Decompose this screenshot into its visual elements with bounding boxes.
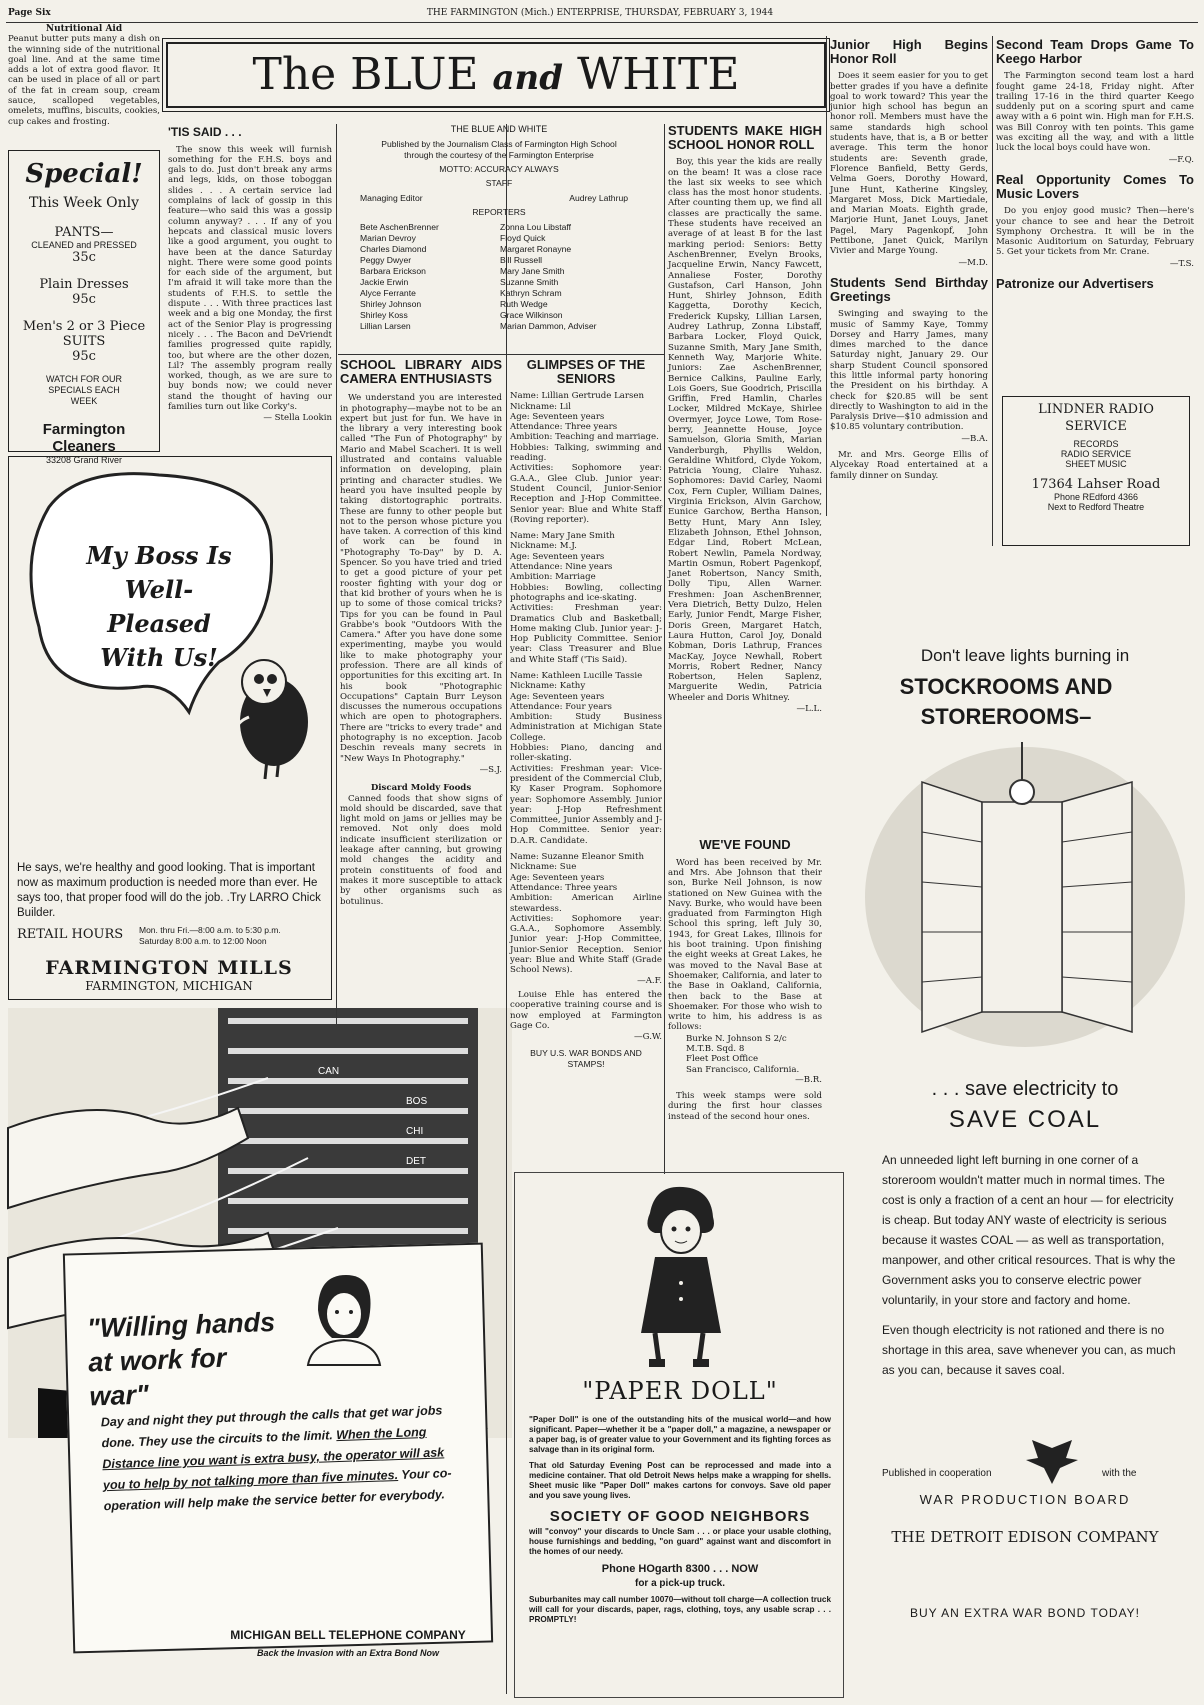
bell-body-2: When the Long Distance line you want is extra busy, the operator will ask you to help by not talking more than five minutes. (102, 1424, 445, 1493)
mills-name: FARMINGTON MILLS (45, 957, 293, 979)
dresses-price: 95c (72, 292, 96, 307)
cleaners-address: 33208 Grand River (45, 455, 123, 465)
glimpse-suzanne-smith: Name: Suzanne Eleanor Smith Nickname: Sue Age: Seventeen years Attendance: Three years Ambition: American Airline stewardess. Activities: Sophomore year: G.A.A., Sophomore Assembly. Junior year: J-Hop Committee, Junior-Senior Reception. Senior year: Blue and White Staff (Grade School News). (510, 852, 662, 976)
louise-ehle: Louise Ehle has entered the cooperative training course and is now employed at Farmington Gage Co. (510, 989, 662, 1031)
staff-label: STAFF (485, 178, 513, 188)
title-and: and (492, 58, 564, 98)
blue-white-masthead (166, 42, 826, 108)
glimpses-heading: GLIMPSES OF THE SENIORS (526, 357, 646, 386)
save-line-2: SAVE COAL (948, 1106, 1102, 1133)
honor-body: Boy, this year the kids are really on the beam! It was a close race the last six weeks to see which class has the most honor students. After counting them up, we find all classes are practically the same. These students have received an average of at least B for the last marking period: Seniors: Betty AschenBrenner, Evelyn Brooks, Jacqueline Erwin, Nancy Fawcett, Annaliese Foster, Dorothy Gustafson, Carl Hanson, John Hunt, Shirley Johnson, Edith Kaggetta, Dorothy Kecich, Frederick Kupsky, Lillian Larsen, Audrey Lathrup, Zonna Libstaff, Barbara Locker, Floyd Quick, Suzanne Smith, Mary Jane Smith, Kenneth Way, Marjorie White. Juniors: Zae AschenBrenner, Bernice Calkins, Pauline Early, Lois Goers, Sue Goodrich, Priscilla Griffin, Fred Hamlin, Charles Locker, Mildred McKaye, Shirlee Overmyer, Joyce Lowe, Tom Rose-berry, Jeannette House, Joyce Samuelson, Gloria Smith, Marian Vanderburgh, Phyllis Weldon, Geraldine Whitford, Clyde Yokom, Patricia Young, Claire Yuhasz. Sophomores: David Carley, Naomi Cox, Fern Cupler, William Daines, Virginia Erickson, Alvin Garchow, Eunice Garchow, Bertha Hanson, Betty Hunt, Mary Ann Isley, Elizabeth Johnson, Ethel Johnson, Edgar Lind, Robert McLean, Robert Newlin, Pamela Nordway, Martin Osmun, Robert Pagenkopf, Janet Robertson, Nancy Smith, Dolly Tipu, Allen Warner. Freshmen: Joan AschenBrenner, Vera Dietrich, Betty Dulzo, Helen Early, Junior Fendt, Marge Fisher, Doris Green, Margaret Hatch, Laura Hutton, Carol Joy, Donald Kobman, Doris Lathrup, Frances MacKay, Joyce Newhall, Robert Morris, Robert Redner, Nancy Robertson, Helen Saplenz, Marguerite Wedin, Patricia Wheeler and Doris Whitney. (668, 157, 822, 703)
reporters-left (360, 222, 500, 332)
glimpse-tassie: Name: Kathleen Lucille Tassie Nickname: Kathy Age: Seventeen years Attendance: Four years Ambition: Study Business Administration at Michigan State College. Hobbies: Piano, dancing and roller-skating. Activities: Freshman year: Vice-president of the Commercial Club, Ky Kaser Program. Sophomore year: Sophomore Assembly. Junior year: J-Hop Refreshment Committee, Junior Assembly and J-Hop Committee. Senior year: D.A.R. Candidate. (510, 671, 662, 846)
ellis-note: Mr. and Mrs. George Ellis of Alycekay Road entertained at a family dinner on Sunday. (830, 450, 988, 481)
found-address: Burke N. Johnson S 2/c M.T.B. Sqd. 8 Fleet Post Office San Francisco, California. (686, 1033, 800, 1075)
dresses-label: Plain Dresses (39, 277, 129, 292)
reporter: Mary Jane Smith (500, 266, 565, 276)
save-line-1: . . . save electricity to (931, 1078, 1119, 1100)
watch-specials: WATCH FOR OUR SPECIALS EACH WEEK (46, 374, 122, 406)
edison-with: with the (1102, 1468, 1137, 1479)
junior-heading: Junior High Begins Honor Roll (830, 37, 988, 66)
mills-body: He says, we're healthy and good looking. That is important now as maximum production is needed more than ever. He says too, that proper food will do the job. .Try LARRO Chick Builder. (17, 862, 321, 919)
lindner-next: Next to Redford Theatre (1047, 502, 1145, 512)
bell-body-1: Day and night they put through the calls that get war jobs done. They use the circuits to the limit. (100, 1403, 443, 1451)
glimpse-4-sign: —A.F. (637, 975, 662, 986)
edison-board: WAR PRODUCTION BOARD (919, 1492, 1131, 1507)
glimpses-column (510, 358, 662, 1178)
paper-doll-body-3: will "convoy" your discards to Uncle Sam . . . or place your usable clothing, house furnishings and bedding, "on guard" against want and discomfort in the homes of our needy. (529, 1527, 831, 1556)
reporter: Peggy Dwyer (360, 255, 412, 265)
reporter: Alyce Ferrante (360, 288, 416, 298)
bell-company: MICHIGAN BELL TELEPHONE COMPANY (230, 1628, 466, 1642)
lindner-records: RECORDS (1073, 439, 1119, 449)
edison-headline-2: STOCKROOMS AND STOREROOMS– (899, 674, 1113, 729)
society-name: SOCIETY OF GOOD NEIGHBORS (549, 1508, 811, 1525)
tis-said-body: The snow this week will furnish something for the F.H.S. boys and gals to do. Just don't break any arms and legs, kids, on those toboggan slides . . . A certain service lad complains of lack of gossip in this feature—who said this was a gossip column anyway? . . . If any of you hepcats and classical music lovers like a good argument, you ought to have been at the dance Saturday night. There were some good points for each side of the argument, but I'm afraid it will take more than the students of F.H.S. to settle the dispute . . . With three practices last week and a big one Monday, the first act of the Senior Play is progressing nicely . . . The Bacon and DeVriendt families progressed quite rapidly, too, but where are the other dozen, Lil? The assembly program really worked, though, as we are sure to buy bonds now; we could never stand the thought of having our families turn out like Corky's. (168, 144, 332, 413)
glimpse-larsen: Name: Lillian Gertrude Larsen Nickname: Lil Age: Seventeen years Attendance: Three years Ambition: Teaching and marriage. Hobbies: Talking, swimming and reading. Activities: Sophomore year: G.A.A., Glee Club. Junior year: Student Council, Junior-Senior Reception and J-Hop Committee. Senior year: Blue and White Staff (Roving reporter). (510, 391, 662, 525)
reporter: Jackie Erwin (360, 277, 409, 287)
nutritional-aid (8, 24, 160, 148)
library-body: We understand you are interested in photography—maybe not to be an expert but just for fun. We have in the library a very interesting book called "The Fun of Photography" by Mario and Mabel Scacheri. It is well illustrated and contains valuable information on developing, plain printing and character studies. We heard you have insulted people by taking distortographic portraits. These are funny to other people but not to the person whose picture you have taken. A correction of this kind of work can be found in "Photography To-Day" by D. A. Spencer. So you have tried and tried to get a good picture of your pet rooster fighting with your dog or that kid brother of yours when he is up to some of those comical tricks? Tips for you can be found in Paul Grabbe's book "Outdoors With the Camera." After you have done some experimenting, maybe you would like to make photography your profession. There are all kinds of opportunities for this exciting art. In his book "Photographic Occupations" Captain Burr Leyson discusses the numerous occupations which are open to photographers. There are "tricks to every trade" and photography is no exception. Jacob Deschin reveals many secrets in "New Ways In Photography." (340, 393, 502, 764)
library-column (340, 358, 502, 1018)
title-white: WHITE (577, 49, 740, 100)
second-sign: —F.Q. (1168, 154, 1194, 165)
detroit-edison-ad (852, 556, 1198, 1698)
edison-headline-1: Don't leave lights burning in (920, 646, 1130, 665)
bell-body (100, 1400, 465, 1562)
storeroom-illustration (862, 742, 1188, 1052)
greetings-heading: Students Send Birthday Greetings (830, 274, 988, 304)
switchboard-label-can: CAN (318, 1066, 340, 1077)
music-heading: Real Opportunity Comes To Music Lovers (996, 171, 1194, 201)
managing-name: Audrey Lathrup (569, 193, 628, 203)
pants-label: PANTS— (54, 225, 114, 240)
lindner-sheet: SHEET MUSIC (1065, 459, 1127, 469)
doll-illustration (625, 1183, 735, 1373)
edison-body-1: An unneeded light left burning in one corner of a storeroom wouldn't matter much in normal times. The cost is only a fraction of a cent an hour — for electricity is cheap. But today ANY waste of electricity is serious because it wastes COAL — as well as transportation, manpower, and other critical resources. That is why the Government asks you to conserve electric power voluntarily, in your store and factory and home. (882, 1153, 1176, 1307)
found-body: Word has been received by Mr. and Mrs. Abe Johnson that their son, Burke Neil Johnson, is now stationed on New Guinea with the Navy. Burke, who would have been graduated from Farmington High School this spring, left July 30, 1943, for Great Lakes, Illinois for his boot training. Upon finishing the eight weeks at Great Lakes, he was moved to the Naval Base at Shoemaker, California, and later to the Base in Oakland, California, then back to the Base at Shoemaker. For those who wish to write to him, his address is as follows: (668, 857, 822, 1033)
tis-said-heading: 'TIS SAID . . . (168, 125, 242, 139)
society-phone: Phone HOgarth 8300 . . . NOW (601, 1563, 759, 1575)
reporter: Charles Diamond (360, 244, 427, 254)
paper-doll-body-1: "Paper Doll" is one of the outstanding hits of the musical world—and how significant. Paper—whether it be a "paper doll," a magazine, a newspaper or a paper bag, is of greater value to your Government and its fighting forces as salvage than in its original form. (529, 1415, 831, 1454)
discard-body: Canned foods that show signs of mold should be discarded, save that light mold on jams or jellies may be removed. Not only does mold indicate insufficient sterilization or leakage after canning, but growing mold changes the acidity and protein constituents of food and makes it more susceptible to attack by other organisms such as botulinus. (340, 793, 502, 907)
operator-portrait (298, 1270, 388, 1365)
staff-box (340, 124, 658, 352)
lindner-name: LINDNER RADIO SERVICE (1038, 402, 1154, 434)
honor-heading: STUDENTS MAKE HIGH SCHOOL HONOR ROLL (668, 123, 822, 152)
library-heading: SCHOOL LIBRARY AIDS CAMERA ENTHUSIASTS (340, 357, 502, 386)
junior-sign: —M.D. (958, 257, 988, 268)
reporter: Ruth Wedge (500, 299, 548, 309)
suits-label: Men's 2 or 3 Piece SUITS (22, 319, 146, 349)
tis-said-column (168, 126, 332, 446)
lindner-ad (1002, 396, 1190, 546)
buy-bonds: BUY U.S. WAR BONDS AND STAMPS! (530, 1048, 642, 1069)
this-week-only: This Week Only (28, 195, 140, 211)
motto: MOTTO: ACCURACY ALWAYS (439, 164, 559, 174)
reporter: Marian Devroy (360, 233, 416, 243)
bell-headline: "Willing hands at work for war" (86, 1306, 276, 1412)
managing-label: Managing Editor (360, 193, 423, 203)
pickup-truck: for a pick-up truck. (634, 1578, 725, 1589)
reporter: Shirley Koss (360, 310, 408, 320)
second-team-column (996, 38, 1194, 378)
stamps-note: This week stamps were sold during the first hour classes instead of the second hour ones. (668, 1091, 822, 1122)
reporters-label: REPORTERS (472, 207, 526, 217)
dateline: THE FARMINGTON (Mich.) ENTERPRISE, THURSDAY, FEBRUARY 3, 1944 (426, 8, 774, 18)
reporter: Suzanne Smith (500, 277, 559, 287)
cleaners-name: Farmington Cleaners (42, 421, 126, 455)
paper-doll-body-4: Suburbanites may call number 10070—without toll charge—A collection truck will call for your discards, paper, rags, clothing, toys, any usable scrap . . . PROMPTLY! (529, 1595, 831, 1624)
glimpse-mj-smith: Name: Mary Jane Smith Nickname: M.J. Age: Seventeen years Attendance: Nine years Ambition: Marriage Hobbies: Bowling, collecting photographs and ice-skating. Activities: Freshman year: Dramatics Club and Basketball; Home making Club. Junior year: J-Hop Publicity Committee. Senior year: Class Treasurer and Blue and White Staff ('Tis Said). (510, 531, 662, 665)
reporter: Floyd Quick (500, 233, 546, 243)
honor-roll-column (668, 124, 822, 840)
edison-body-2: Even though electricity is not rationed and there is no shortage in this area, save whenever you can, as much as you can, because it saves coal. (882, 1323, 1176, 1377)
paper-doll-body-2: That old Saturday Evening Post can be reprocessed and made into a medicine container. That old Detroit News helps make a wrapping for shells. Sheet music like "Paper Doll" makes cartons for convoys. Save old paper and you save young lives. (529, 1461, 831, 1500)
lindner-radio: RADIO SERVICE (1060, 449, 1132, 459)
reporter: Grace Wilkinson (500, 310, 563, 320)
discard-heading: Discard Moldy Foods (370, 783, 472, 794)
mills-city: FARMINGTON, MICHIGAN (85, 979, 253, 993)
found-sign: —B.R. (795, 1074, 822, 1085)
greetings-sign: —B.A. (961, 433, 988, 444)
michigan-bell-ad (8, 1008, 512, 1698)
paper-doll-ad (514, 1172, 844, 1698)
bubble-text: My Boss Is Well-Pleased With Us! (86, 541, 232, 672)
cleaned-pressed: CLEANED and PRESSED (31, 240, 137, 250)
edison-body (882, 1150, 1178, 1436)
switchboard-label-chi: CHI (406, 1126, 424, 1137)
nutritional-aid-body: Peanut butter puts many a dish on the winning side of the nutritional goal line. And at the same time adds a lot of extra good flavor. It can be used in place of all or part of the fat in cream soup, cream sauce, scalloped vegetables, omelets, muffins, biscuits, cookies, cup cakes and frosting. (8, 34, 160, 127)
library-sign: —S.J. (479, 764, 502, 775)
reporter: Lillian Larsen (360, 321, 411, 331)
paper-doll-body (529, 1415, 831, 1695)
bell-body-3: Your co-operation will help make the service better for everybody. (103, 1466, 452, 1514)
music-sign: —T.S. (1169, 258, 1194, 269)
paper-doll-title: "PAPER DOLL" (582, 1377, 778, 1405)
reporters-right (500, 222, 650, 332)
staff-published: Published by the Journalism Class of Farmington High School through the courtesy of the Farmington Enterprise (381, 139, 617, 160)
reporter: Bill Russell (500, 255, 543, 265)
lindner-address: 17364 Lahser Road (1031, 477, 1161, 492)
pants-price: 35c (72, 250, 96, 265)
found-column (668, 838, 822, 1178)
honor-sign: —L.L. (796, 704, 822, 715)
lindner-phone: Phone REdford 4366 (1053, 492, 1139, 502)
tis-said-sign: — Stella Lookin (263, 413, 332, 424)
reporter: Shirley Johnson (360, 299, 422, 309)
louise-sign: —G.W. (634, 1032, 662, 1043)
reporter: Zonna Lou Libstaff (500, 222, 572, 232)
patronize-heading: Patronize our Advertisers (996, 276, 1154, 292)
reporter: Marian Dammon, Adviser (500, 321, 597, 331)
cleaners-ad (8, 150, 160, 465)
music-body: Do you enjoy good music? Then—here's your chance to see and hear the Detroit Symphony Orchestra. It will be in the Masonic Auditorium on Saturday, February 5. Get your tickets from Mr. Crane. (996, 206, 1194, 258)
title-blue: The BLUE (252, 49, 479, 100)
reporter: Kathryn Schram (500, 288, 562, 298)
retail-hours-label: RETAIL HOURS (17, 927, 124, 942)
chick-icon (237, 660, 309, 779)
second-body: The Farmington second team lost a hard fought game 24-18, Friday night. After trailing 17-16 in the third quarter Keego suddenly put on a scoring spurt and came away with a 6 point win. High man for F.H.S. was Bill Conroy with ten points. This game was exciting all the way, and with a little luck the local boys could have won. (996, 71, 1194, 154)
junior-body: Does it seem easier for you to get better grades if you have a definite goal to work toward? This year the junior high school has begun an honor roll. Members must have the same standards high school students have, that is, a B or better average. This term the honor students are: Seventh grade, Florence Banfield, Betty Gerds, Velma Goers, Dorothy Howard, June Hunt, Katherine Kingsley, Margaret Moss, Dick Martiedale, and Marian Moats. Eighth grade, Marjorie Hunt, Janet Louys, Janet Pagel, Mary Pagenkopf, John Pettibone, Janet Quick, Marilyn Vivier and Marge Young. (830, 71, 988, 257)
greetings-body: Swinging and swaying to the music of Sammy Kaye, Tommy Dorsey and Harry James, many dimes marched to the dance Saturday night, January 29. Our sharp Student Council sponsored this little informal party honoring the President on his birthday. A check for $20.85 will be sent directly to Washington to aid in the Paralysis Drive—$10 admission and $10.85 voluntary contribution. (830, 309, 988, 433)
farmington-mills-ad (8, 456, 332, 1000)
bell-slogan: Back the Invasion with an Extra Bond Now (256, 1648, 440, 1658)
reporter: Barbara Erickson (360, 266, 426, 276)
found-heading: WE'VE FOUND (699, 837, 791, 852)
special-heading: Special! (25, 159, 143, 189)
reporter: Margaret Ronayne (500, 244, 572, 254)
reporter: Bete AschenBrenner (360, 222, 439, 232)
page-label: Page Six (8, 8, 51, 18)
suits-price: 95c (72, 349, 96, 364)
staff-heading: THE BLUE AND WHITE (450, 124, 548, 134)
edison-company: THE DETROIT EDISON COMPANY (891, 1528, 1159, 1546)
edison-bond: BUY AN EXTRA WAR BOND TODAY! (909, 1606, 1141, 1620)
junior-high-column (830, 38, 988, 516)
nutritional-aid-title: Nutritional Aid (45, 24, 123, 34)
switchboard-label-det: DET (406, 1156, 426, 1167)
edison-coop: Published in cooperation (882, 1468, 992, 1479)
switchboard-label-bos: BOS (406, 1096, 428, 1107)
second-heading: Second Team Drops Game To Keego Harbor (996, 37, 1194, 66)
retail-hours: Mon. thru Fri.—8:00 a.m. to 5:30 p.m. Saturday 8:00 a.m. to 12:00 Noon (139, 925, 281, 946)
